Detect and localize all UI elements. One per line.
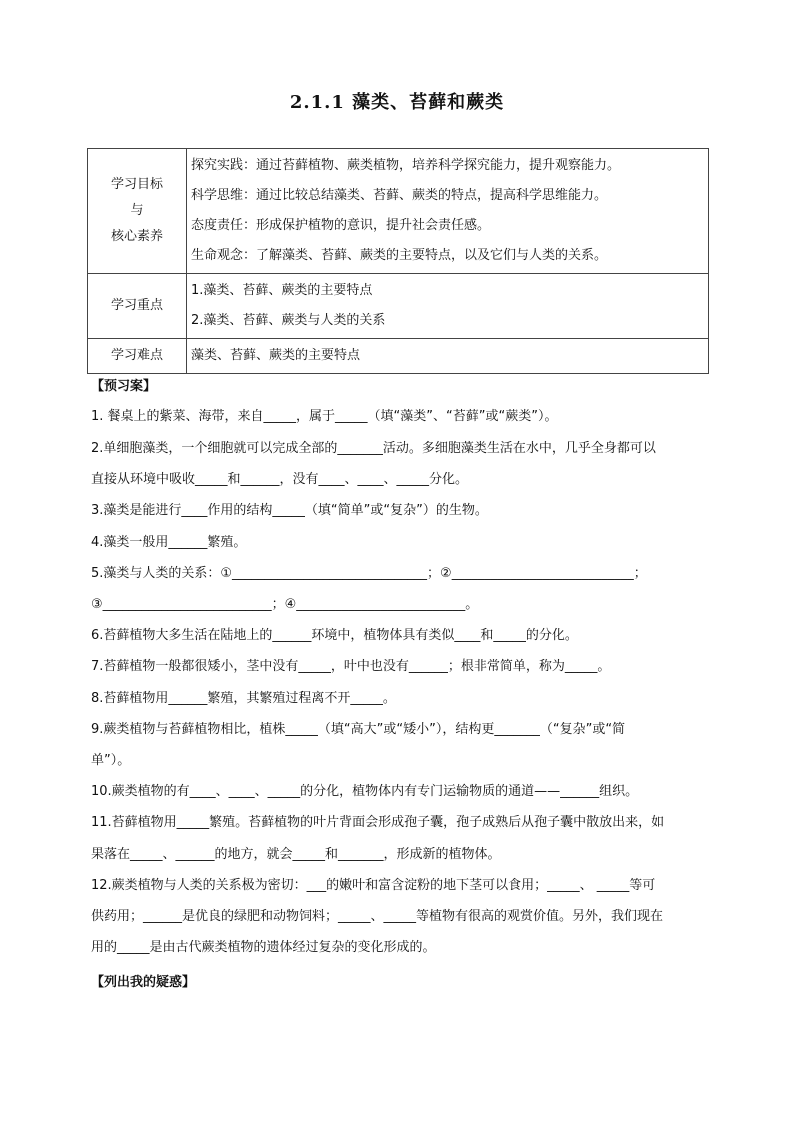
key-point-item: 1.藻类、苔藓、蕨类的主要特点 <box>191 283 373 298</box>
question-line: ③__________________________；④__________________________。 <box>91 597 479 612</box>
question-line: 直接从环境中吸收_____和______，没有____、____、_____分化。 <box>91 472 469 487</box>
table-row <box>88 274 709 339</box>
objective-item: 态度责任：形成保护植物的意识，提升社会责任感。 <box>191 218 491 233</box>
question-line: 6.苔藓植物大多生活在陆地上的______环境中，植物体具有类似____和_____的分化。 <box>91 628 578 643</box>
question-line: 8.苔藓植物用______繁殖，其繁殖过程离不开_____。 <box>91 691 396 706</box>
objectives-content-cell <box>187 149 709 274</box>
label-line: 学习目标 <box>110 177 163 192</box>
key-points-label: 学习重点 <box>88 274 187 339</box>
objective-item: 探究实践：通过苔藓植物、蕨类植物，培养科学探究能力，提升观察能力。 <box>191 158 621 173</box>
difficulty-content-cell <box>187 339 709 374</box>
objective-item: 生命观念：了解藻类、苔藓、蕨类的主要特点，以及它们与人类的关系。 <box>191 248 608 263</box>
question-line: 10.蕨类植物的有____、____、_____的分化，植物体内有专门运输物质的通道——______组织。 <box>91 784 639 799</box>
difficulty-item: 藻类、苔藓、蕨类的主要特点 <box>191 348 361 363</box>
question-line: 果落在_____、______的地方，就会_____和_______，形成新的植物体。 <box>91 847 501 862</box>
preview-heading: 【预习案】 <box>91 379 157 394</box>
table-row <box>88 149 709 274</box>
objective-item: 科学思维：通过比较总结藻类、苔藓、蕨类的特点，提高科学思维能力。 <box>191 188 608 203</box>
objectives-label-cell <box>88 149 187 274</box>
label-line: 核心素养 <box>110 229 163 244</box>
key-point-item: 2.藻类、苔藓、蕨类与人类的关系 <box>191 313 386 328</box>
page-title: 2.1.1 藻类、苔藓和蕨类 <box>289 92 505 113</box>
question-line: 9.蕨类植物与苔藓植物相比，植株_____（填“高大”或“矮小”），结构更_______（“复杂”或“简 <box>91 722 626 737</box>
doubts-heading: 【列出我的疑惑】 <box>91 975 196 990</box>
key-points-content-cell <box>187 274 709 339</box>
difficulty-label: 学习难点 <box>88 339 187 374</box>
question-line: 用的_____是由古代蕨类植物的遗体经过复杂的变化形成的。 <box>91 940 436 955</box>
question-line: 1. 餐桌上的紫菜、海带，来自_____，属于_____（填“藻类”、“苔藓”或“蕨类”）。 <box>91 409 558 424</box>
question-line: 3.藻类是能进行____作用的结构_____（填“简单”或“复杂”）的生物。 <box>91 503 488 518</box>
table-row <box>88 339 709 374</box>
question-line: 11.苔藓植物用_____繁殖。苔藓植物的叶片背面会形成孢子囊，孢子成熟后从孢子囊中散放出来，如 <box>91 815 665 830</box>
question-line: 7.苔藓植物一般都很矮小，茎中没有_____，叶中也没有______；根非常简单，称为_____。 <box>91 659 611 674</box>
question-line: 供药用；______是优良的绿肥和动物饲料；_____、_____等植物有很高的观赏价值。另外，我们现在 <box>91 909 664 924</box>
question-line: 单”）。 <box>91 753 131 768</box>
question-line: 12.蕨类植物与人类的关系极为密切：___的嫩叶和富含淀粉的地下茎可以食用；_____、 _____等可 <box>91 878 656 893</box>
question-line: 5.藻类与人类的关系：①______________________________；②____________________________； <box>91 566 647 581</box>
objectives-table <box>87 148 709 374</box>
question-line: 2.单细胞藻类，一个细胞就可以完成全部的_______活动。多细胞藻类生活在水中，几乎全身都可以 <box>91 441 656 456</box>
label-line: 与 <box>130 203 144 218</box>
question-line: 4.藻类一般用______繁殖。 <box>91 535 247 550</box>
